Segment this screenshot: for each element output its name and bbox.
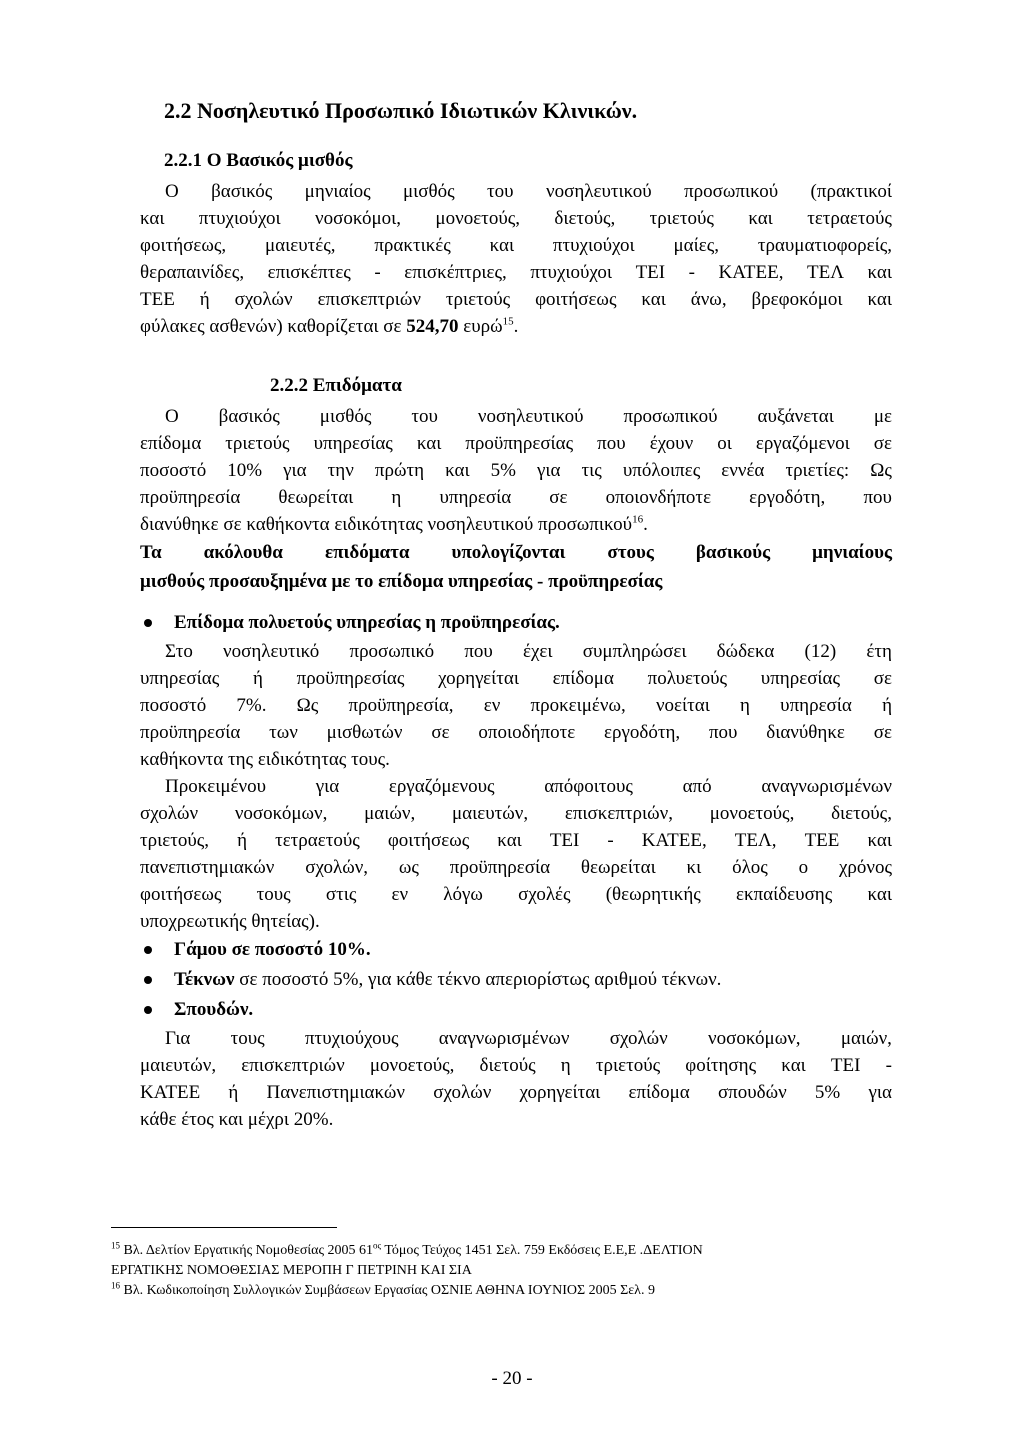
word: τριετούς (595, 1055, 661, 1076)
word: τριετούς (445, 289, 511, 310)
word: του (411, 406, 438, 427)
word: προϋπηρεσία (140, 722, 241, 743)
text-line (140, 232, 892, 259)
word: ή (237, 830, 248, 851)
word: στις (325, 884, 357, 905)
word: των (269, 722, 298, 743)
list-item (140, 995, 892, 1025)
word: θεωρείται (580, 857, 656, 878)
text-line (140, 403, 892, 430)
word: εργαζόμενους (388, 776, 495, 797)
word: Ως (870, 460, 892, 481)
word: η (391, 487, 402, 508)
word: ή (882, 695, 892, 716)
text-line (140, 511, 892, 538)
word: επισκέπτριες, (404, 262, 507, 283)
text-line: κάθε έτος και μέχρι 20%. (140, 1109, 334, 1130)
word: προϋπηρεσίας (465, 433, 574, 454)
word: νοσοκόμων, (234, 803, 328, 824)
text-line (140, 638, 892, 665)
word: από (682, 776, 712, 797)
word: που (863, 487, 892, 508)
bullet-title: Τέκνων (174, 969, 235, 990)
word: νοσηλευτικό (223, 641, 320, 662)
word: αναγνωρισμένων (438, 1028, 570, 1049)
footnote-15 (111, 1241, 911, 1261)
word: ΤΕΙ (549, 830, 580, 851)
text-line (140, 1052, 892, 1079)
footnote-text: Τόμος Τεύχος 1451 Σελ. 759 Εκδόσεις Ε.Ε,Ε .ΔΕΛΤΙΟΝ (381, 1243, 703, 1258)
word: σε (873, 722, 892, 743)
word: ακόλουθα (203, 542, 283, 563)
word: σχολών (609, 1028, 668, 1049)
word: ΤΕΕ (804, 830, 840, 851)
section-title-basic-salary: 2.2.1 Ο Βασικός μισθός (164, 150, 353, 171)
word: τραυματιοφορείς, (757, 235, 892, 256)
bullet-body (140, 1025, 892, 1133)
word: μαίες, (673, 235, 719, 256)
text-line (140, 854, 892, 881)
word: σχολών (234, 289, 293, 310)
word: τριετούς (225, 433, 290, 454)
word: και (641, 289, 666, 310)
footnote-ref-15: 15 (502, 315, 514, 328)
word: σχολών, (305, 857, 369, 878)
word: μισθός (402, 181, 455, 202)
word: άνω, (690, 289, 727, 310)
text-line (140, 178, 892, 205)
bullet-icon (144, 1006, 152, 1014)
word: ή (252, 668, 263, 689)
footnote-ref-16: 16 (632, 513, 644, 526)
word: νοσηλευτικού (477, 406, 584, 427)
word: επίδομα (628, 1082, 690, 1103)
word: φοιτήσεως (140, 884, 222, 905)
word: απόφοιτους (544, 776, 633, 797)
word: του (487, 181, 514, 202)
word: χορηγείται (519, 1082, 601, 1103)
word: τριετίες: (785, 460, 850, 481)
word: διετούς (479, 1055, 536, 1076)
word: μονοετούς, (709, 803, 795, 824)
word: συμπληρώσει (582, 641, 687, 662)
bold-text-line: μισθούς προσαυξημένα με το επίδομα υπηρεσίας - προϋπηρεσίας (140, 571, 663, 592)
word: προϋπηρεσίας (296, 668, 405, 689)
word: επισκεπτριών (317, 289, 421, 310)
word: νοσοκόμοι, (314, 208, 402, 229)
word: οι (717, 433, 732, 454)
bullet-title: Επίδομα πολυετούς υπηρεσίας η προϋπηρεσίας. (174, 612, 560, 633)
word: που (464, 641, 493, 662)
page-number: - 20 - (491, 1368, 533, 1389)
word: υπόλοιπες (622, 460, 701, 481)
word: μονοετούς, (369, 1055, 455, 1076)
text-line (140, 259, 892, 286)
text-line (140, 773, 892, 800)
word: επισκεπτριών (241, 1055, 345, 1076)
bold-text-line (140, 538, 892, 568)
word: μηνιαίους (812, 542, 892, 563)
word: ΤΕΙ (830, 1055, 861, 1076)
word: λόγω (443, 884, 483, 905)
word: τετραετούς (275, 830, 360, 851)
word: κι (686, 857, 702, 878)
word: και (867, 884, 892, 905)
word: τετραετούς (807, 208, 892, 229)
word: για (283, 460, 307, 481)
word: η (740, 695, 750, 716)
text-line (140, 286, 892, 313)
text-line (140, 1025, 892, 1052)
word: και (781, 1055, 806, 1076)
text-line (140, 881, 892, 908)
text-line (140, 484, 892, 511)
bullet-text: σε ποσοστό 5%, για κάθε τέκνο απεριορίστως αριθμού τέκνων. (234, 969, 722, 990)
word: ΤΕΛ, (734, 830, 777, 851)
text-line (140, 430, 892, 457)
word: πρώτη (374, 460, 425, 481)
word: για (868, 1082, 892, 1103)
word: τριετούς (649, 208, 714, 229)
word: διετούς, (554, 208, 616, 229)
word: θεραπαινίδες, (140, 262, 245, 283)
word: και (489, 235, 515, 256)
word: φοιτήσεως (387, 830, 470, 851)
word: και (867, 262, 892, 283)
word: υπηρεσίας (313, 433, 393, 454)
word: πολυετούς (647, 668, 728, 689)
word: ΚΑΤΕΕ, (641, 830, 707, 851)
word: 10% (227, 460, 263, 481)
word: και (748, 208, 773, 229)
word: προϋπηρεσία, (348, 695, 454, 716)
word: Ο (165, 406, 179, 427)
word: την (327, 460, 354, 481)
word: διανύθηκε (766, 722, 845, 743)
footnote-15-continued: ΕΡΓΑΤΙΚΗΣ ΝΟΜΟΘΕΣΙΑΣ ΜΕΡΟΠΗ Γ ΠΕΤΡΙΝΗ ΚΑΙ ΣΙΑ (111, 1263, 472, 1278)
word: υπηρεσία (780, 695, 852, 716)
word: νοσοκόμων, (708, 1028, 801, 1049)
word: μαιών, (840, 1028, 892, 1049)
bullet-title: Σπουδών. (174, 999, 254, 1020)
word: Τα (140, 542, 162, 563)
word: επίδομα (140, 433, 202, 454)
word: εν (483, 695, 501, 716)
word: Στο (165, 641, 193, 662)
word: και (140, 208, 165, 229)
text-line (140, 205, 892, 232)
word: και (867, 830, 892, 851)
word: (πρακτικοί (810, 181, 892, 202)
word: ΚΑΤΕΕ (140, 1082, 201, 1103)
word: σε (549, 487, 568, 508)
word: σχολών (433, 1082, 492, 1103)
word: σε (431, 722, 450, 743)
word: η (560, 1055, 571, 1076)
word: τους (230, 1028, 265, 1049)
word: μαιευτές, (264, 235, 336, 256)
word: σε (873, 668, 892, 689)
word: έχουν (649, 433, 694, 454)
section-allowances-text (140, 403, 892, 596)
text-line (140, 827, 892, 854)
word: βασικός (218, 406, 280, 427)
word: - (607, 830, 614, 851)
word: μισθός (319, 406, 372, 427)
word: Ως (296, 695, 319, 716)
bullet-icon (144, 976, 152, 984)
word: σχολών (140, 803, 199, 824)
word: ο (798, 857, 809, 878)
word: Για (165, 1028, 191, 1049)
footnote-number: 15 (111, 1240, 120, 1251)
word: - (374, 262, 381, 283)
bullet-title: Γάμου σε ποσοστό 10%. (174, 939, 371, 960)
text-fragment: . (643, 514, 648, 535)
footnote-number: 16 (111, 1280, 120, 1291)
text-line (140, 800, 892, 827)
word: υπολογίζονται (451, 542, 566, 563)
word: βρεφοκόμοι (751, 289, 843, 310)
word: με (873, 406, 892, 427)
word: επίδομα (552, 668, 614, 689)
word: μισθωτών (326, 722, 403, 743)
text-line: υποχρεωτικής θητείας). (140, 911, 320, 932)
word: μαιευτών, (451, 803, 529, 824)
word: και (497, 830, 522, 851)
text-line (140, 719, 892, 746)
footnotes (111, 1241, 911, 1301)
word: (12) (804, 641, 837, 662)
word: Πανεπιστημιακών (266, 1082, 406, 1103)
word: προϋπηρεσία (449, 857, 551, 878)
word: ή (228, 1082, 239, 1103)
text-line (140, 665, 892, 692)
word: για (315, 776, 340, 797)
word: οποιονδήποτε (605, 487, 712, 508)
word: πτυχιούχοι (530, 262, 613, 283)
word: βασικούς (695, 542, 771, 563)
text-fragment: φύλακες ασθενών) καθορίζεται σε (140, 316, 407, 337)
word: χορηγείται (438, 668, 519, 689)
footnote-16 (111, 1281, 911, 1301)
word: πρακτικές (374, 235, 451, 256)
text-fragment: . (513, 316, 519, 337)
word: 5% (490, 460, 516, 481)
word: ή (199, 289, 210, 310)
word: ποσοστό (140, 460, 207, 481)
bullet-icon (144, 619, 152, 627)
footnote-divider (111, 1227, 337, 1228)
word: ποσοστό (140, 695, 207, 716)
word: μαιευτών, (140, 1055, 217, 1076)
list-item (140, 608, 892, 638)
bullet-body (140, 638, 892, 935)
word: τριετούς, (140, 830, 210, 851)
word: ΚΑΤΕΕ, (718, 262, 784, 283)
word: - (885, 1055, 892, 1076)
word: τους (256, 884, 291, 905)
word: υπηρεσίας (760, 668, 841, 689)
text-line (140, 457, 892, 484)
word: έτη (866, 641, 892, 662)
word: εν (391, 884, 409, 905)
word: εννέα (721, 460, 765, 481)
word: Προκειμένου (165, 776, 267, 797)
word: χρόνος (838, 857, 892, 878)
list-item (140, 965, 892, 995)
word: ΤΕΛ (806, 262, 844, 283)
word: φοιτήσεως (535, 289, 617, 310)
word: και (445, 460, 470, 481)
word: Ο (165, 181, 179, 202)
word: 5% (814, 1082, 841, 1103)
word: θεωρείται (278, 487, 354, 508)
word: βασικός (211, 181, 273, 202)
section-basic-salary-text (140, 178, 892, 340)
word: πτυχιούχοι (552, 235, 635, 256)
word: αυξάνεται (757, 406, 834, 427)
word: επιδόματα (324, 542, 410, 563)
word: φοίτησης (685, 1055, 757, 1076)
word: προκειμένω, (530, 695, 626, 716)
word: (θεωρητικής (605, 884, 701, 905)
text-line (140, 1079, 892, 1106)
word: εκπαίδευσης (736, 884, 833, 905)
word: υπηρεσίας (140, 668, 220, 689)
word: σχολές (518, 884, 571, 905)
word: ως (398, 857, 419, 878)
bullet-icon (144, 946, 152, 954)
word: - (688, 262, 695, 283)
salary-amount: 524,70 (406, 316, 459, 337)
word: και (416, 433, 442, 454)
word: έχει (523, 641, 553, 662)
word: για (536, 460, 561, 481)
text-fragment: ευρώ (458, 316, 503, 337)
word: προσωπικό (349, 641, 435, 662)
section-title-allowances: 2.2.2 Επιδόματα (270, 375, 402, 396)
word: διετούς, (831, 803, 892, 824)
word: μηνιαίος (304, 181, 371, 202)
word: αναγνωρισμένων (761, 776, 892, 797)
word: που (597, 433, 626, 454)
text-line (140, 692, 892, 719)
ordinal-suffix: ος (373, 1240, 382, 1251)
word: πτυχιούχοι (198, 208, 281, 229)
page-heading: 2.2 Νοσηλευτικό Προσωπικό Ιδιωτικών Κλινικών. (164, 98, 638, 123)
word: 7%. (236, 695, 267, 716)
word: προσωπικού (623, 406, 718, 427)
word: νοείται (655, 695, 710, 716)
word: φοιτήσεως, (140, 235, 227, 256)
word: υπηρεσία (439, 487, 512, 508)
word: πτυχιούχους (304, 1028, 399, 1049)
word: επισκεπτριών, (564, 803, 673, 824)
word: εργοδότη, (749, 487, 826, 508)
word: και (867, 289, 892, 310)
word: νοσηλευτικού (545, 181, 652, 202)
word: επισκέπτες (267, 262, 351, 283)
word: σε (873, 433, 892, 454)
text-fragment: διανύθηκε σε καθήκοντα ειδικότητας νοσηλευτικού προσωπικού (140, 514, 633, 535)
word: δώδεκα (716, 641, 775, 662)
word: ΤΕΕ (140, 289, 175, 310)
word: σπουδών (717, 1082, 787, 1103)
word: προσωπικού (684, 181, 779, 202)
word: τις (581, 460, 602, 481)
list-item (140, 935, 892, 965)
word: ΤΕΙ (635, 262, 666, 283)
word: όλος (732, 857, 768, 878)
word: προϋπηρεσία (140, 487, 241, 508)
word: εργοδότη, (604, 722, 681, 743)
word: μονοετούς, (435, 208, 520, 229)
word: που (708, 722, 738, 743)
allowances-list (140, 608, 892, 1133)
word: οποιοδήποτε (478, 722, 576, 743)
word: πανεπιστημιακών (140, 857, 275, 878)
footnote-text: Βλ. Δελτίον Εργατικής Νομοθεσίας 2005 61 (120, 1243, 374, 1258)
footnote-text: Βλ. Κωδικοποίηση Συλλογικών Συμβάσεων Εργασίας ΟΣΝΙΕ ΑΘΗΝΑ ΙΟΥΝΙΟΣ 2005 Σελ. 9 (120, 1283, 655, 1298)
word: εργαζόμενοι (755, 433, 850, 454)
text-line: καθήκοντα της ειδικότητας τους. (140, 749, 390, 770)
word: μαιών, (364, 803, 416, 824)
text-line (140, 313, 892, 340)
word: στους (607, 542, 654, 563)
